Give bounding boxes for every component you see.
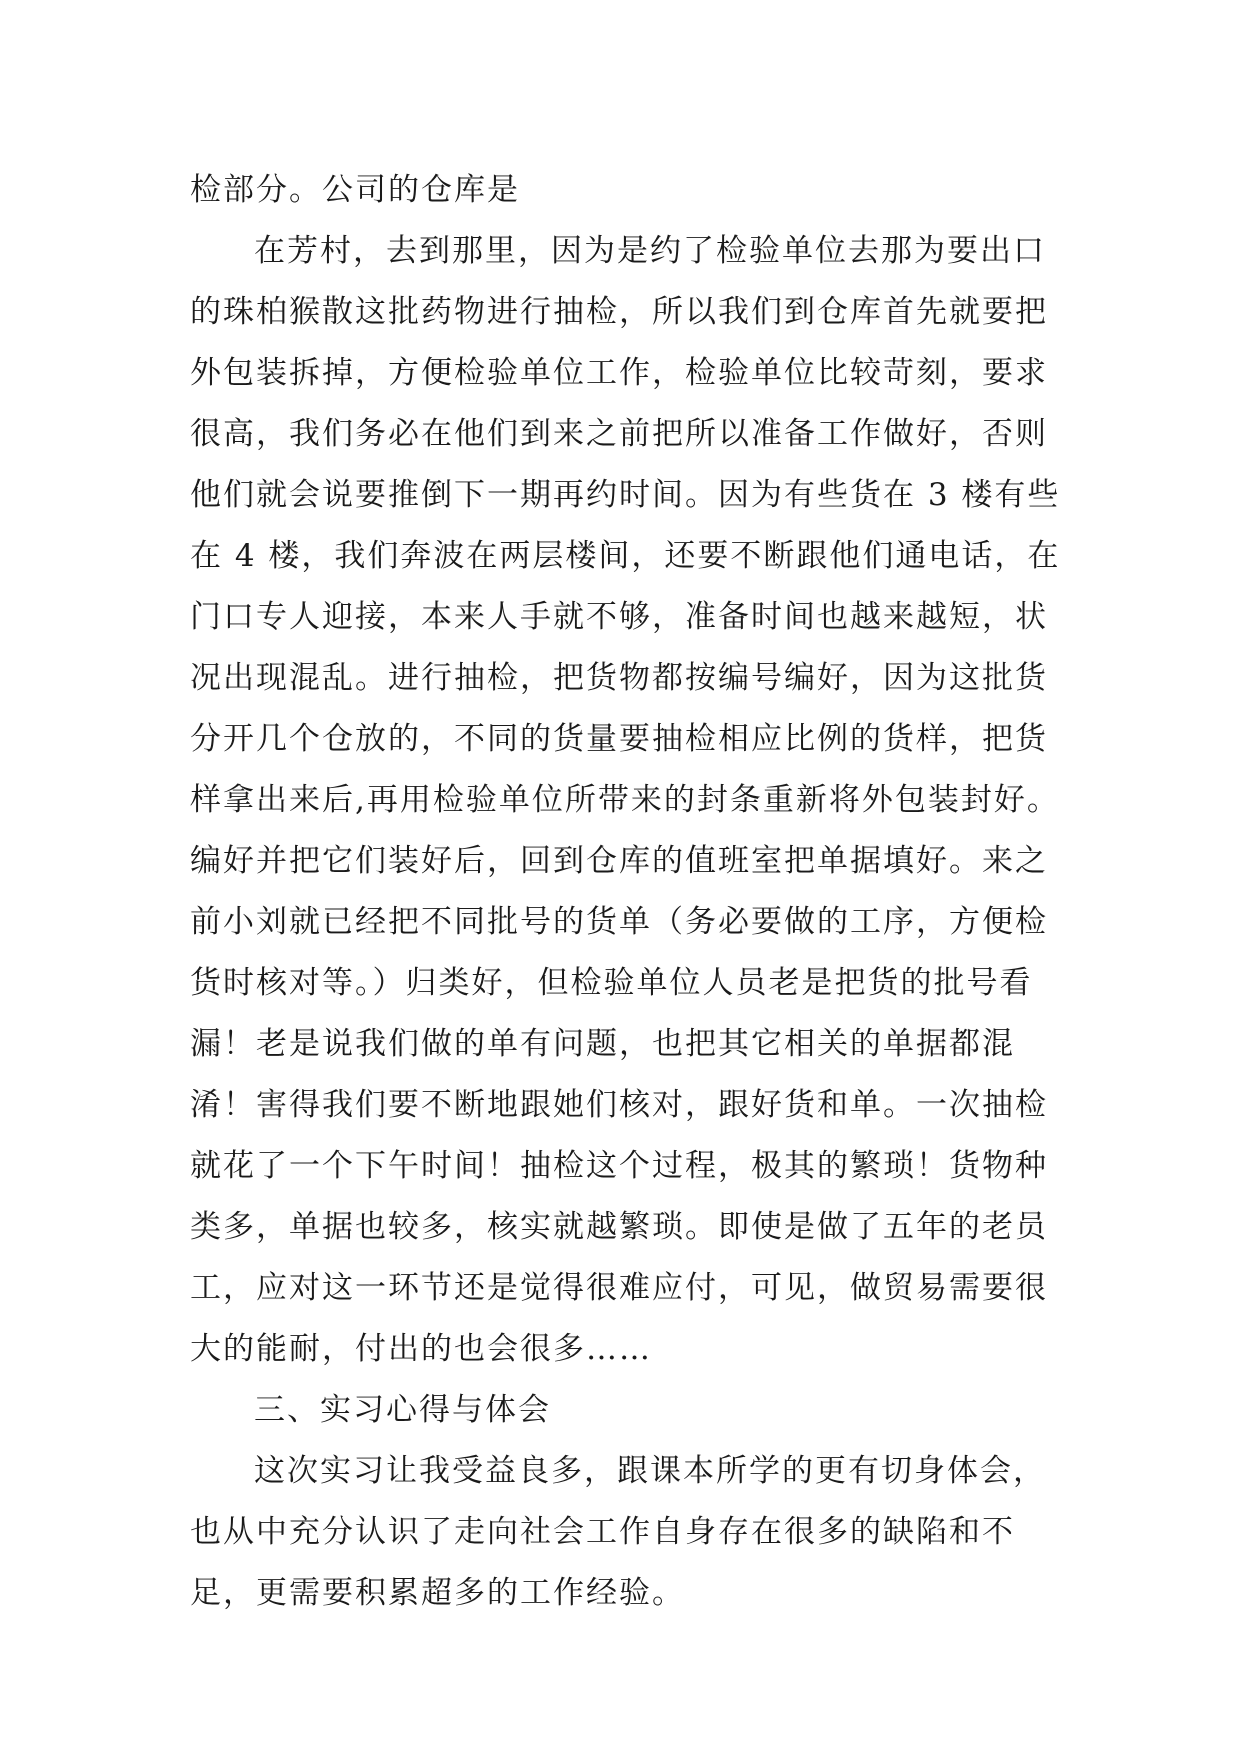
text-line: 货时核对等。）归类好，但检验单位人员老是把货的批号看 bbox=[190, 965, 1033, 1001]
text-line: 漏！老是说我们做的单有问题，也把其它相关的单据都混 bbox=[190, 1026, 1015, 1062]
text-line: 三、实习心得与体会 bbox=[254, 1392, 551, 1428]
text-line: 分开几个仓放的，不同的货量要抽检相应比例的货样，把货 bbox=[190, 721, 1048, 757]
text-line: 在芳村，去到那里，因为是约了检验单位去那为要出口 bbox=[254, 233, 1046, 269]
text-line: 况出现混乱。进行抽检，把货物都按编号编好，因为这批货 bbox=[190, 660, 1048, 696]
text-line: 样拿出来后,再用检验单位所带来的封条重新将外包装封好。 bbox=[190, 782, 1060, 818]
text-line: 大的能耐，付出的也会很多…… bbox=[190, 1331, 652, 1367]
text-line: 这次实习让我受益良多，跟课本所学的更有切身体会， bbox=[254, 1453, 1046, 1489]
text-line: 类多，单据也较多，核实就越繁琐。即使是做了五年的老员 bbox=[190, 1209, 1048, 1245]
body-text bbox=[190, 160, 1061, 1624]
text-line: 外包装拆掉，方便检验单位工作，检验单位比较苛刻，要求 bbox=[190, 355, 1048, 391]
text-line: 足，更需要积累超多的工作经验。 bbox=[190, 1575, 685, 1611]
text-line: 门口专人迎接，本来人手就不够，准备时间也越来越短，状 bbox=[190, 599, 1048, 635]
text-line: 就花了一个下午时间！抽检这个过程，极其的繁琐！货物种 bbox=[190, 1148, 1048, 1184]
text-line: 淆！害得我们要不断地跟她们核对，跟好货和单。一次抽检 bbox=[190, 1087, 1048, 1123]
text-line: 编好并把它们装好后，回到仓库的值班室把单据填好。来之 bbox=[190, 843, 1048, 879]
text-line: 工，应对这一环节还是觉得很难应付，可见，做贸易需要很 bbox=[190, 1270, 1048, 1306]
text-line: 前小刘就已经把不同批号的货单（务必要做的工序，方便检 bbox=[190, 904, 1048, 940]
text-line: 检部分。公司的仓库是 bbox=[190, 172, 520, 208]
text-line: 在 4 楼，我们奔波在两层楼间，还要不断跟他们通电话，在 bbox=[190, 538, 1061, 574]
text-line: 的珠柏猴散这批药物进行抽检，所以我们到仓库首先就要把 bbox=[190, 294, 1048, 330]
text-line: 也从中充分认识了走向社会工作自身存在很多的缺陷和不 bbox=[190, 1514, 1015, 1550]
text-line: 他们就会说要推倒下一期再约时间。因为有些货在 3 楼有些 bbox=[190, 477, 1061, 513]
text-line: 很高，我们务必在他们到来之前把所以准备工作做好，否则 bbox=[190, 416, 1048, 452]
